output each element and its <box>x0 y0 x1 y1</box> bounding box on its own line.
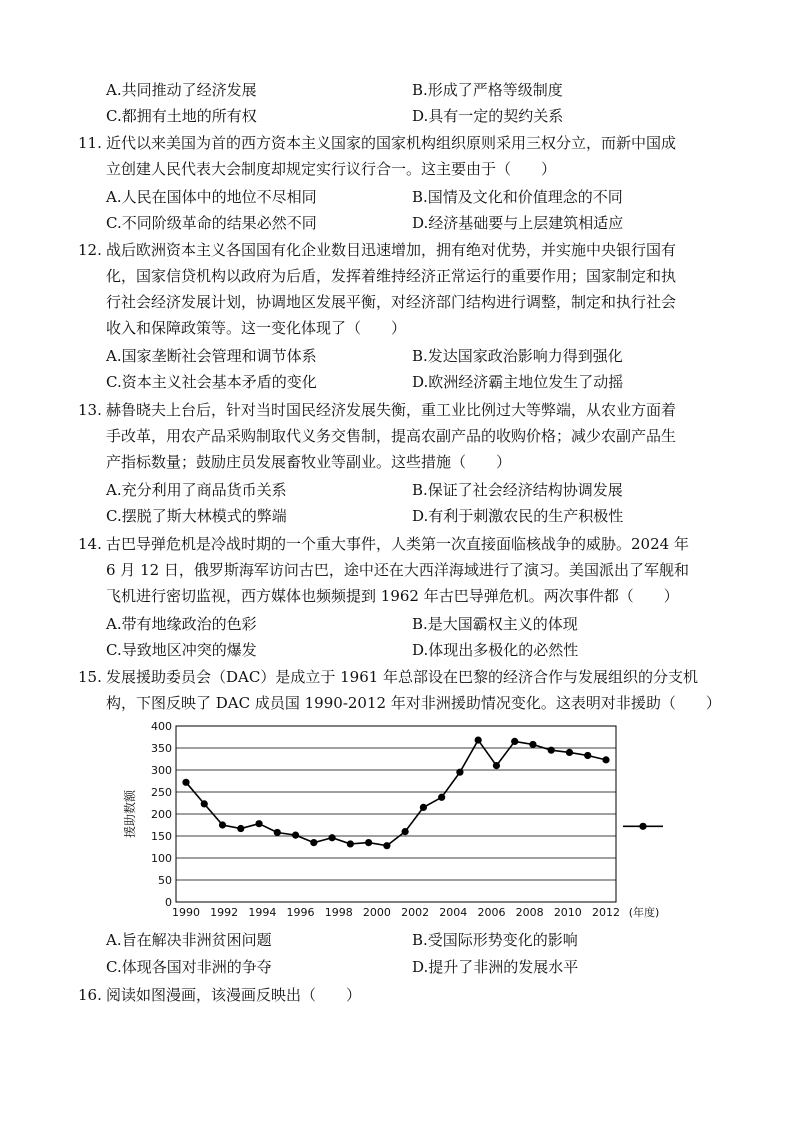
question-text: 手改革，用农产品采购制取代义务交售制，提高农副产品的收购价格；减少农副产品生 <box>106 427 677 445</box>
y-tick-label: 350 <box>151 742 172 755</box>
q10-option-c: C.都拥有土地的所有权 <box>106 107 257 125</box>
data-point <box>365 839 372 846</box>
data-point <box>347 840 354 847</box>
q12-option-a: A.国家垄断社会管理和调节体系 <box>106 347 317 365</box>
q10-option-b: B.形成了严格等级制度 <box>412 81 563 99</box>
data-point <box>456 769 463 776</box>
q15-option-b: B.受国际形势变化的影响 <box>412 931 578 949</box>
y-tick-label: 300 <box>151 764 172 777</box>
q13-option-a: A.充分利用了商品货币关系 <box>106 481 287 499</box>
question-text: 发展援助委员会（DAC）是成立于 1961 年总部设在巴黎的经济合作与发展组织的分支机 <box>106 668 699 686</box>
x-tick-label: 1998 <box>324 906 353 919</box>
question-number: 15. <box>78 668 102 686</box>
x-tick-label: 2002 <box>401 906 430 919</box>
q10-option-a: A.共同推动了经济发展 <box>106 81 257 99</box>
q15-option-c: C.体现各国对非洲的争夺 <box>106 958 272 976</box>
x-tick-label: 2012 <box>592 906 620 919</box>
series-line <box>186 740 606 846</box>
question-text: 阅读如图漫画，该漫画反映出（ ） <box>106 986 362 1004</box>
data-point <box>328 834 335 841</box>
y-tick-label: 0 <box>165 896 172 909</box>
question-number: 13. <box>78 401 102 419</box>
data-point <box>493 762 500 769</box>
y-tick-label: 200 <box>151 808 172 821</box>
data-point <box>511 738 518 745</box>
x-tick-label: 1990 <box>172 906 200 919</box>
y-axis-label: 援助数额 <box>123 789 137 839</box>
q15-option-a: A.旨在解决非洲贫困问题 <box>106 931 272 949</box>
x-tick-label: 2006 <box>477 906 506 919</box>
q14-option-c: C.导致地区冲突的爆发 <box>106 641 257 659</box>
data-point <box>292 832 299 839</box>
data-point <box>201 800 208 807</box>
x-tick-label: 1994 <box>248 906 277 919</box>
q12-option-b: B.发达国家政治影响力得到强化 <box>412 347 623 365</box>
question-text: 赫鲁晓夫上台后，针对当时国民经济发展失衡，重工业比例过大等弊端，从农业方面着 <box>106 401 677 419</box>
data-point <box>383 842 390 849</box>
q11-option-d: D.经济基础要与上层建筑相适应 <box>412 214 624 232</box>
data-point <box>310 839 317 846</box>
question-text: 产指标数量；鼓励庄员发展畜牧业等副业。这些措施（ ） <box>106 453 512 471</box>
question-text: 古巴导弹危机是冷战时期的一个重大事件，人类第一次直接面临核战争的威胁。2024 年 <box>106 535 689 553</box>
legend-marker <box>639 823 646 830</box>
x-tick-label: 1996 <box>286 906 315 919</box>
q13-option-c: C.摆脱了斯大林模式的弊端 <box>106 507 287 525</box>
data-point <box>420 804 427 811</box>
y-tick-label: 150 <box>151 830 172 843</box>
question-number: 11. <box>78 134 102 152</box>
data-point <box>182 779 189 786</box>
q10-option-d: D.具有一定的契约关系 <box>412 107 564 125</box>
data-point <box>237 825 244 832</box>
question-number: 16. <box>78 986 102 1004</box>
data-point <box>402 828 409 835</box>
question-number: 12. <box>78 241 102 259</box>
q11-option-b: B.国情及文化和价值理念的不同 <box>412 188 623 206</box>
q14-option-a: A.带有地缘政治的色彩 <box>106 615 257 633</box>
y-tick-label: 50 <box>158 874 172 887</box>
question-text: 构，下图反映了 DAC 成员国 1990-2012 年对非洲援助情况变化。这表明对非援助（ ） <box>106 694 721 712</box>
y-tick-label: 250 <box>151 786 172 799</box>
data-point <box>438 794 445 801</box>
q14-option-b: B.是大国霸权主义的体现 <box>412 615 578 633</box>
data-point <box>548 747 555 754</box>
x-tick-label: 2000 <box>362 906 391 919</box>
x-tick-label: 1992 <box>210 906 239 919</box>
data-point <box>602 756 609 763</box>
question-text: 6 月 12 日，俄罗斯海军访问古巴，途中还在大西洋海域进行了演习。美国派出了军舰和 <box>106 561 689 579</box>
q13-option-b: B.保证了社会经济结构协调发展 <box>412 481 623 499</box>
q11-option-c: C.不同阶级革命的结果必然不同 <box>106 214 317 232</box>
question-text: 收入和保障政策等。这一变化体现了（ ） <box>106 319 407 337</box>
question-number: 14. <box>78 535 102 553</box>
question-text: 飞机进行密切监视，西方媒体也频频提到 1962 年古巴导弹危机。两次事件都（ ） <box>106 587 679 605</box>
y-tick-label: 100 <box>151 852 172 865</box>
x-tick-label: 2004 <box>439 906 468 919</box>
data-point <box>566 749 573 756</box>
question-text: 立创建人民代表大会制度却规定实行议行合一。这主要由于（ ） <box>106 160 557 178</box>
q13-option-d: D.有利于刺激农民的生产积极性 <box>412 507 624 525</box>
q14-option-d: D.体现出多极化的必然性 <box>412 641 579 659</box>
data-point <box>274 829 281 836</box>
question-text: 行社会经济发展计划，协调地区发展平衡，对经济部门结构进行调整，制定和执行社会 <box>106 293 677 311</box>
question-text: 近代以来美国为首的西方资本主义国家的国家机构组织原则采用三权分立，而新中国成 <box>106 134 677 152</box>
aid-line-chart <box>108 716 708 928</box>
question-text: 战后欧洲资本主义各国国有化企业数目迅速增加，拥有绝对优势，并实施中央银行国有 <box>106 241 677 259</box>
q12-option-d: D.欧洲经济霸主地位发生了动摇 <box>412 373 624 391</box>
x-tick-label: 2008 <box>515 906 544 919</box>
x-tick-label: 2010 <box>553 906 582 919</box>
q12-option-c: C.资本主义社会基本矛盾的变化 <box>106 373 317 391</box>
data-point <box>219 821 226 828</box>
x-axis-label: (年度) <box>628 906 660 919</box>
question-text: 化，国家信贷机构以政府为后盾，发挥着维持经济正常运行的重要作用；国家制定和执 <box>106 267 677 285</box>
q11-option-a: A.人民在国体中的地位不尽相同 <box>106 188 317 206</box>
data-point <box>255 820 262 827</box>
y-tick-label: 400 <box>151 720 172 733</box>
q15-option-d: D.提升了非洲的发展水平 <box>412 958 579 976</box>
data-point <box>584 752 591 759</box>
data-point <box>475 736 482 743</box>
data-point <box>529 741 536 748</box>
